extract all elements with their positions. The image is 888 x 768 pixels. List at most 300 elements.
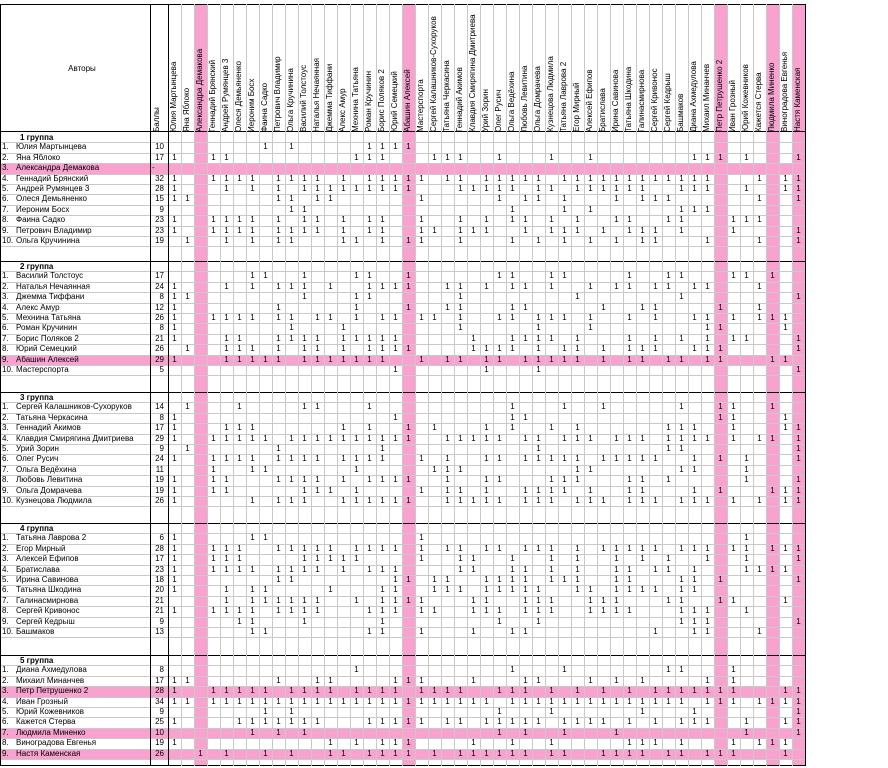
vote-mark: 1: [705, 354, 710, 364]
row-number: 9.: [2, 225, 9, 235]
vote-mark: 1: [367, 333, 372, 343]
author-name: Урий Зорин: [16, 444, 59, 453]
vote-mark: 1: [289, 204, 294, 214]
grid-line: [220, 4, 221, 766]
vote-mark: 1: [627, 585, 632, 595]
vote-mark: 1: [679, 433, 684, 443]
vote-mark: 1: [172, 575, 177, 584]
vote-mark: 1: [302, 475, 307, 485]
vote-mark: 1: [224, 344, 229, 354]
vote-mark: 1: [562, 313, 567, 322]
vote-mark: 1: [380, 585, 385, 595]
grid-line: [324, 4, 325, 766]
vote-mark: 1: [536, 717, 541, 727]
vote-mark: 1: [276, 281, 281, 291]
author-name: Галинасмирнова: [16, 595, 79, 605]
column-header: [507, 4, 517, 134]
vote-mark: 1: [588, 606, 593, 616]
vote-mark: 1: [770, 402, 775, 412]
column-header: [559, 4, 569, 134]
vote-mark: 1: [666, 433, 671, 443]
vote-mark: 1: [445, 717, 450, 727]
vote-mark: 1: [549, 485, 554, 495]
vote-mark: 1: [614, 194, 619, 204]
vote-mark: 1: [354, 543, 359, 553]
row-number: 4.: [2, 433, 9, 443]
score-cell: 21: [155, 606, 164, 616]
row-number: 9.: [2, 485, 9, 495]
row-number: 2.: [2, 675, 9, 685]
vote-mark: 1: [250, 236, 255, 245]
vote-mark: 1: [601, 225, 606, 235]
vote-mark: 1: [250, 344, 255, 354]
vote-mark: 1: [744, 717, 749, 727]
row-number: 8.: [2, 606, 9, 616]
vote-mark: 1: [640, 225, 645, 235]
score-cell: 26: [155, 496, 164, 505]
vote-mark: 1: [575, 433, 580, 443]
vote-mark: 1: [289, 281, 294, 291]
vote-mark: 1: [328, 354, 333, 364]
vote-mark: 1: [796, 433, 801, 443]
row-number: 1.: [2, 533, 9, 543]
vote-mark: 1: [484, 575, 489, 584]
score-cell: 14: [155, 402, 164, 412]
vote-mark: 1: [211, 454, 216, 464]
vote-mark: 1: [549, 738, 554, 748]
author-name: Башмаков: [16, 627, 55, 636]
vote-mark: 1: [367, 433, 372, 443]
vote-mark: 1: [471, 225, 476, 235]
vote-mark: 1: [406, 696, 411, 706]
vote-mark: 1: [224, 454, 229, 464]
vote-mark: 1: [497, 354, 502, 364]
vote-mark: 1: [731, 595, 736, 605]
author-name: Борис Поляков 2: [16, 333, 79, 343]
column-header-label: Любовь Левитина: [520, 65, 529, 132]
vote-mark: 1: [562, 204, 567, 214]
vote-mark: 1: [653, 194, 658, 204]
vote-mark: 1: [796, 496, 801, 505]
vote-mark: 1: [731, 433, 736, 443]
vote-mark: 1: [484, 585, 489, 595]
vote-mark: 1: [731, 665, 736, 675]
vote-mark: 1: [640, 433, 645, 443]
vote-mark: 1: [289, 313, 294, 322]
vote-mark: 1: [510, 564, 515, 574]
vote-mark: 1: [757, 496, 762, 505]
vote-mark: 1: [497, 686, 502, 696]
vote-mark: 1: [250, 595, 255, 605]
column-header-label: Сергей Кедрыш: [663, 73, 672, 132]
column-header-label: Иван Грозный: [728, 80, 737, 132]
column-header-label: Петрович Владимир: [273, 56, 282, 132]
author-name: Кажется Стерва: [16, 717, 76, 727]
vote-mark: 1: [302, 696, 307, 706]
vote-mark: 1: [263, 717, 268, 727]
vote-mark: 1: [328, 433, 333, 443]
vote-mark: 1: [250, 225, 255, 235]
vote-mark: 1: [614, 173, 619, 183]
grid-line: [636, 4, 637, 766]
author-name: Юрий Кожевников: [16, 707, 84, 716]
column-header: [286, 4, 296, 134]
vote-mark: 1: [536, 606, 541, 616]
vote-mark: 1: [224, 485, 229, 495]
vote-mark: 1: [445, 575, 450, 584]
vote-mark: 1: [302, 606, 307, 616]
vote-mark: 1: [367, 627, 372, 636]
vote-mark: 1: [380, 281, 385, 291]
score-cell: 17: [155, 423, 164, 433]
grid-line: [753, 4, 754, 766]
vote-mark: 1: [458, 564, 463, 574]
vote-mark: 1: [705, 323, 710, 333]
grid-line: [571, 4, 572, 766]
vote-mark: 1: [289, 707, 294, 716]
vote-mark: 1: [497, 575, 502, 584]
vote-mark: 1: [250, 433, 255, 443]
author-name: Яна Яблоко: [16, 152, 61, 162]
vote-mark: 1: [302, 225, 307, 235]
grid-line: [727, 4, 728, 766]
vote-mark: 1: [692, 184, 697, 193]
vote-mark: 1: [211, 606, 216, 616]
vote-mark: 1: [185, 344, 190, 354]
vote-mark: 1: [250, 173, 255, 183]
score-cell: 28: [155, 543, 164, 553]
vote-mark: 1: [783, 496, 788, 505]
vote-mark: 1: [614, 595, 619, 605]
vote-mark: 1: [549, 748, 554, 758]
vote-mark: 1: [315, 173, 320, 183]
vote-mark: 1: [458, 313, 463, 322]
vote-mark: 1: [536, 485, 541, 495]
vote-mark: 1: [315, 194, 320, 204]
vote-mark: 1: [484, 365, 489, 374]
column-header-label: Александра Демакова: [195, 48, 204, 132]
vote-mark: 1: [731, 686, 736, 696]
vote-mark: 1: [575, 184, 580, 193]
author-name: Геннадий Акимов: [16, 423, 81, 433]
vote-mark: 1: [562, 236, 567, 245]
grid-line: [623, 4, 624, 766]
vote-mark: 1: [276, 173, 281, 183]
vote-mark: 1: [367, 475, 372, 485]
vote-mark: 1: [497, 152, 502, 162]
vote-mark: 1: [718, 354, 723, 364]
vote-mark: 1: [250, 727, 255, 737]
grid-line: [675, 4, 676, 766]
vote-mark: 1: [653, 454, 658, 464]
vote-mark: 1: [627, 333, 632, 343]
grid-line: [0, 4, 1, 766]
vote-mark: 1: [393, 595, 398, 605]
vote-mark: 1: [211, 313, 216, 322]
vote-mark: 1: [471, 738, 476, 748]
vote-mark: 1: [744, 727, 749, 737]
vote-mark: 1: [276, 302, 281, 312]
vote-mark: 1: [692, 173, 697, 183]
vote-mark: 1: [627, 184, 632, 193]
score-cell: 17: [155, 152, 164, 162]
column-header: [793, 4, 803, 134]
row-number: 5.: [2, 444, 9, 453]
vote-mark: 1: [510, 173, 515, 183]
grid-line: [597, 4, 598, 766]
score-cell: 23: [155, 225, 164, 235]
vote-mark: 1: [224, 152, 229, 162]
vote-mark: 1: [484, 184, 489, 193]
vote-mark: 1: [627, 433, 632, 443]
vote-mark: 1: [315, 333, 320, 343]
row-number: 8.: [2, 215, 9, 225]
vote-mark: 1: [471, 333, 476, 343]
vote-mark: 1: [185, 194, 190, 204]
group-title: 3 группа: [20, 393, 54, 402]
vote-mark: 1: [666, 665, 671, 675]
vote-mark: 1: [627, 313, 632, 322]
row-number: 1.: [2, 665, 9, 675]
vote-mark: 1: [432, 313, 437, 322]
vote-mark: 1: [679, 696, 684, 706]
vote-mark: 1: [276, 606, 281, 616]
vote-mark: 1: [302, 281, 307, 291]
vote-mark: 1: [796, 292, 801, 302]
vote-mark: 1: [250, 717, 255, 727]
vote-mark: 1: [588, 585, 593, 595]
vote-mark: 1: [588, 433, 593, 443]
vote-mark: 1: [419, 173, 424, 183]
vote-mark: 1: [237, 333, 242, 343]
vote-mark: 1: [263, 707, 268, 716]
vote-mark: 1: [731, 271, 736, 281]
vote-mark: 1: [744, 606, 749, 616]
vote-mark: 1: [549, 554, 554, 564]
vote-mark: 1: [523, 585, 528, 595]
vote-mark: 1: [575, 215, 580, 225]
vote-mark: 1: [523, 727, 528, 737]
grid-line: [714, 4, 715, 766]
vote-mark: 1: [172, 475, 177, 485]
vote-mark: 1: [705, 696, 710, 706]
vote-mark: 1: [783, 323, 788, 333]
vote-mark: 1: [679, 333, 684, 343]
vote-mark: 1: [744, 454, 749, 464]
vote-mark: 1: [276, 675, 281, 685]
vote-mark: 1: [666, 444, 671, 453]
column-header: [325, 4, 335, 134]
vote-mark: 1: [601, 606, 606, 616]
column-header: [611, 4, 621, 134]
vote-mark: 1: [276, 717, 281, 727]
vote-mark: 1: [224, 173, 229, 183]
vote-mark: 1: [627, 281, 632, 291]
vote-mark: 1: [692, 433, 697, 443]
vote-mark: 1: [237, 564, 242, 574]
vote-mark: 1: [289, 225, 294, 235]
vote-mark: 1: [354, 354, 359, 364]
grid-line: [246, 4, 247, 766]
vote-mark: 1: [523, 302, 528, 312]
vote-mark: 1: [601, 696, 606, 706]
vote-mark: 1: [315, 344, 320, 354]
column-header: [650, 4, 660, 134]
vote-mark: 1: [510, 281, 515, 291]
vote-mark: 1: [289, 543, 294, 553]
vote-mark: 1: [640, 302, 645, 312]
vote-mark: 1: [770, 271, 775, 281]
vote-mark: 1: [289, 575, 294, 584]
score-cell: 24: [155, 454, 164, 464]
vote-mark: 1: [172, 313, 177, 322]
vote-mark: 1: [666, 354, 671, 364]
vote-mark: 1: [614, 236, 619, 245]
vote-mark: 1: [549, 496, 554, 505]
vote-mark: 1: [666, 281, 671, 291]
vote-mark: 1: [302, 184, 307, 193]
vote-mark: 1: [237, 313, 242, 322]
vote-mark: 1: [783, 184, 788, 193]
vote-mark: 1: [367, 354, 372, 364]
vote-mark: 1: [549, 152, 554, 162]
vote-mark: 1: [770, 543, 775, 553]
vote-mark: 1: [263, 271, 268, 281]
vote-mark: 1: [211, 225, 216, 235]
vote-mark: 1: [341, 554, 346, 564]
vote-mark: 1: [367, 686, 372, 696]
score-cell: 15: [155, 194, 164, 204]
row-number: 10.: [2, 236, 14, 245]
vote-mark: 1: [393, 564, 398, 574]
vote-mark: 1: [484, 215, 489, 225]
vote-mark: 1: [497, 496, 502, 505]
vote-mark: 1: [523, 333, 528, 343]
grid-line: [805, 4, 806, 766]
vote-mark: 1: [237, 344, 242, 354]
vote-mark: 1: [250, 686, 255, 696]
vote-mark: 1: [302, 402, 307, 412]
vote-mark: 1: [471, 627, 476, 636]
vote-mark: 1: [237, 686, 242, 696]
vote-mark: 1: [289, 454, 294, 464]
score-cell: 6: [159, 533, 164, 543]
vote-mark: 1: [237, 606, 242, 616]
vote-mark: 1: [523, 696, 528, 706]
column-header-label: Виноградова Евгенья: [780, 51, 789, 132]
author-name: Диана Ахмедулова: [16, 665, 87, 675]
vote-mark: 1: [679, 496, 684, 505]
row-number: 6.: [2, 194, 9, 204]
vote-mark: 1: [627, 696, 632, 706]
vote-mark: 1: [692, 616, 697, 626]
vote-mark: 1: [497, 475, 502, 485]
vote-mark: 1: [497, 585, 502, 595]
vote-mark: 1: [536, 433, 541, 443]
vote-mark: 1: [484, 606, 489, 616]
vote-mark: 1: [419, 236, 424, 245]
vote-mark: 1: [445, 152, 450, 162]
vote-mark: 1: [276, 215, 281, 225]
vote-mark: 1: [510, 215, 515, 225]
row-number: 7.: [2, 333, 9, 343]
vote-mark: 1: [237, 554, 242, 564]
vote-mark: 1: [354, 292, 359, 302]
vote-mark: 1: [302, 554, 307, 564]
vote-mark: 1: [172, 412, 177, 422]
score-cell: 18: [155, 575, 164, 584]
column-header: [520, 4, 530, 134]
column-header: [598, 4, 608, 134]
vote-mark: 1: [510, 402, 515, 412]
vote-mark: 1: [796, 686, 801, 696]
vote-mark: 1: [705, 554, 710, 564]
vote-mark: 1: [679, 271, 684, 281]
grid-line: [150, 4, 151, 766]
grid-line: [454, 4, 455, 766]
vote-mark: 1: [523, 412, 528, 422]
vote-mark: 1: [471, 748, 476, 758]
vote-mark: 1: [250, 464, 255, 474]
vote-mark: 1: [367, 696, 372, 706]
vote-mark: 1: [172, 675, 177, 685]
vote-mark: 1: [796, 727, 801, 737]
vote-mark: 1: [276, 333, 281, 343]
vote-mark: 1: [432, 606, 437, 616]
vote-mark: 1: [562, 454, 567, 464]
grid-line: [779, 4, 780, 766]
column-header-label: Наталья Нечаянная: [312, 58, 321, 132]
vote-mark: 1: [263, 433, 268, 443]
vote-mark: 1: [185, 696, 190, 706]
vote-mark: 1: [796, 333, 801, 343]
vote-mark: 1: [549, 575, 554, 584]
vote-mark: 1: [575, 585, 580, 595]
vote-mark: 1: [796, 444, 801, 453]
column-header: [455, 4, 465, 134]
vote-mark: 1: [796, 173, 801, 183]
vote-mark: 1: [705, 675, 710, 685]
vote-mark: 1: [705, 543, 710, 553]
vote-mark: 1: [393, 543, 398, 553]
grid-line: [389, 4, 390, 766]
grid-line: [194, 4, 195, 766]
score-cell: 21: [155, 333, 164, 343]
vote-mark: 1: [302, 354, 307, 364]
vote-mark: 1: [679, 543, 684, 553]
grid-line: [415, 4, 416, 766]
vote-mark: 1: [692, 496, 697, 505]
group-title: 4 группа: [20, 524, 54, 533]
vote-mark: 1: [705, 433, 710, 443]
author-name: Мастерспорта: [16, 365, 69, 374]
vote-mark: 1: [705, 717, 710, 727]
grid-line: [441, 4, 442, 766]
score-cell: 23: [155, 215, 164, 225]
vote-mark: 1: [718, 323, 723, 333]
vote-mark: 1: [510, 302, 515, 312]
vote-mark: 1: [575, 475, 580, 485]
vote-mark: 1: [575, 496, 580, 505]
vote-mark: 1: [601, 173, 606, 183]
row-number: 4.: [2, 564, 9, 574]
vote-mark: 1: [653, 585, 658, 595]
vote-mark: 1: [393, 344, 398, 354]
grid-line: [688, 4, 689, 766]
vote-mark: 1: [653, 281, 658, 291]
vote-mark: 1: [406, 344, 411, 354]
vote-mark: 1: [510, 696, 515, 706]
